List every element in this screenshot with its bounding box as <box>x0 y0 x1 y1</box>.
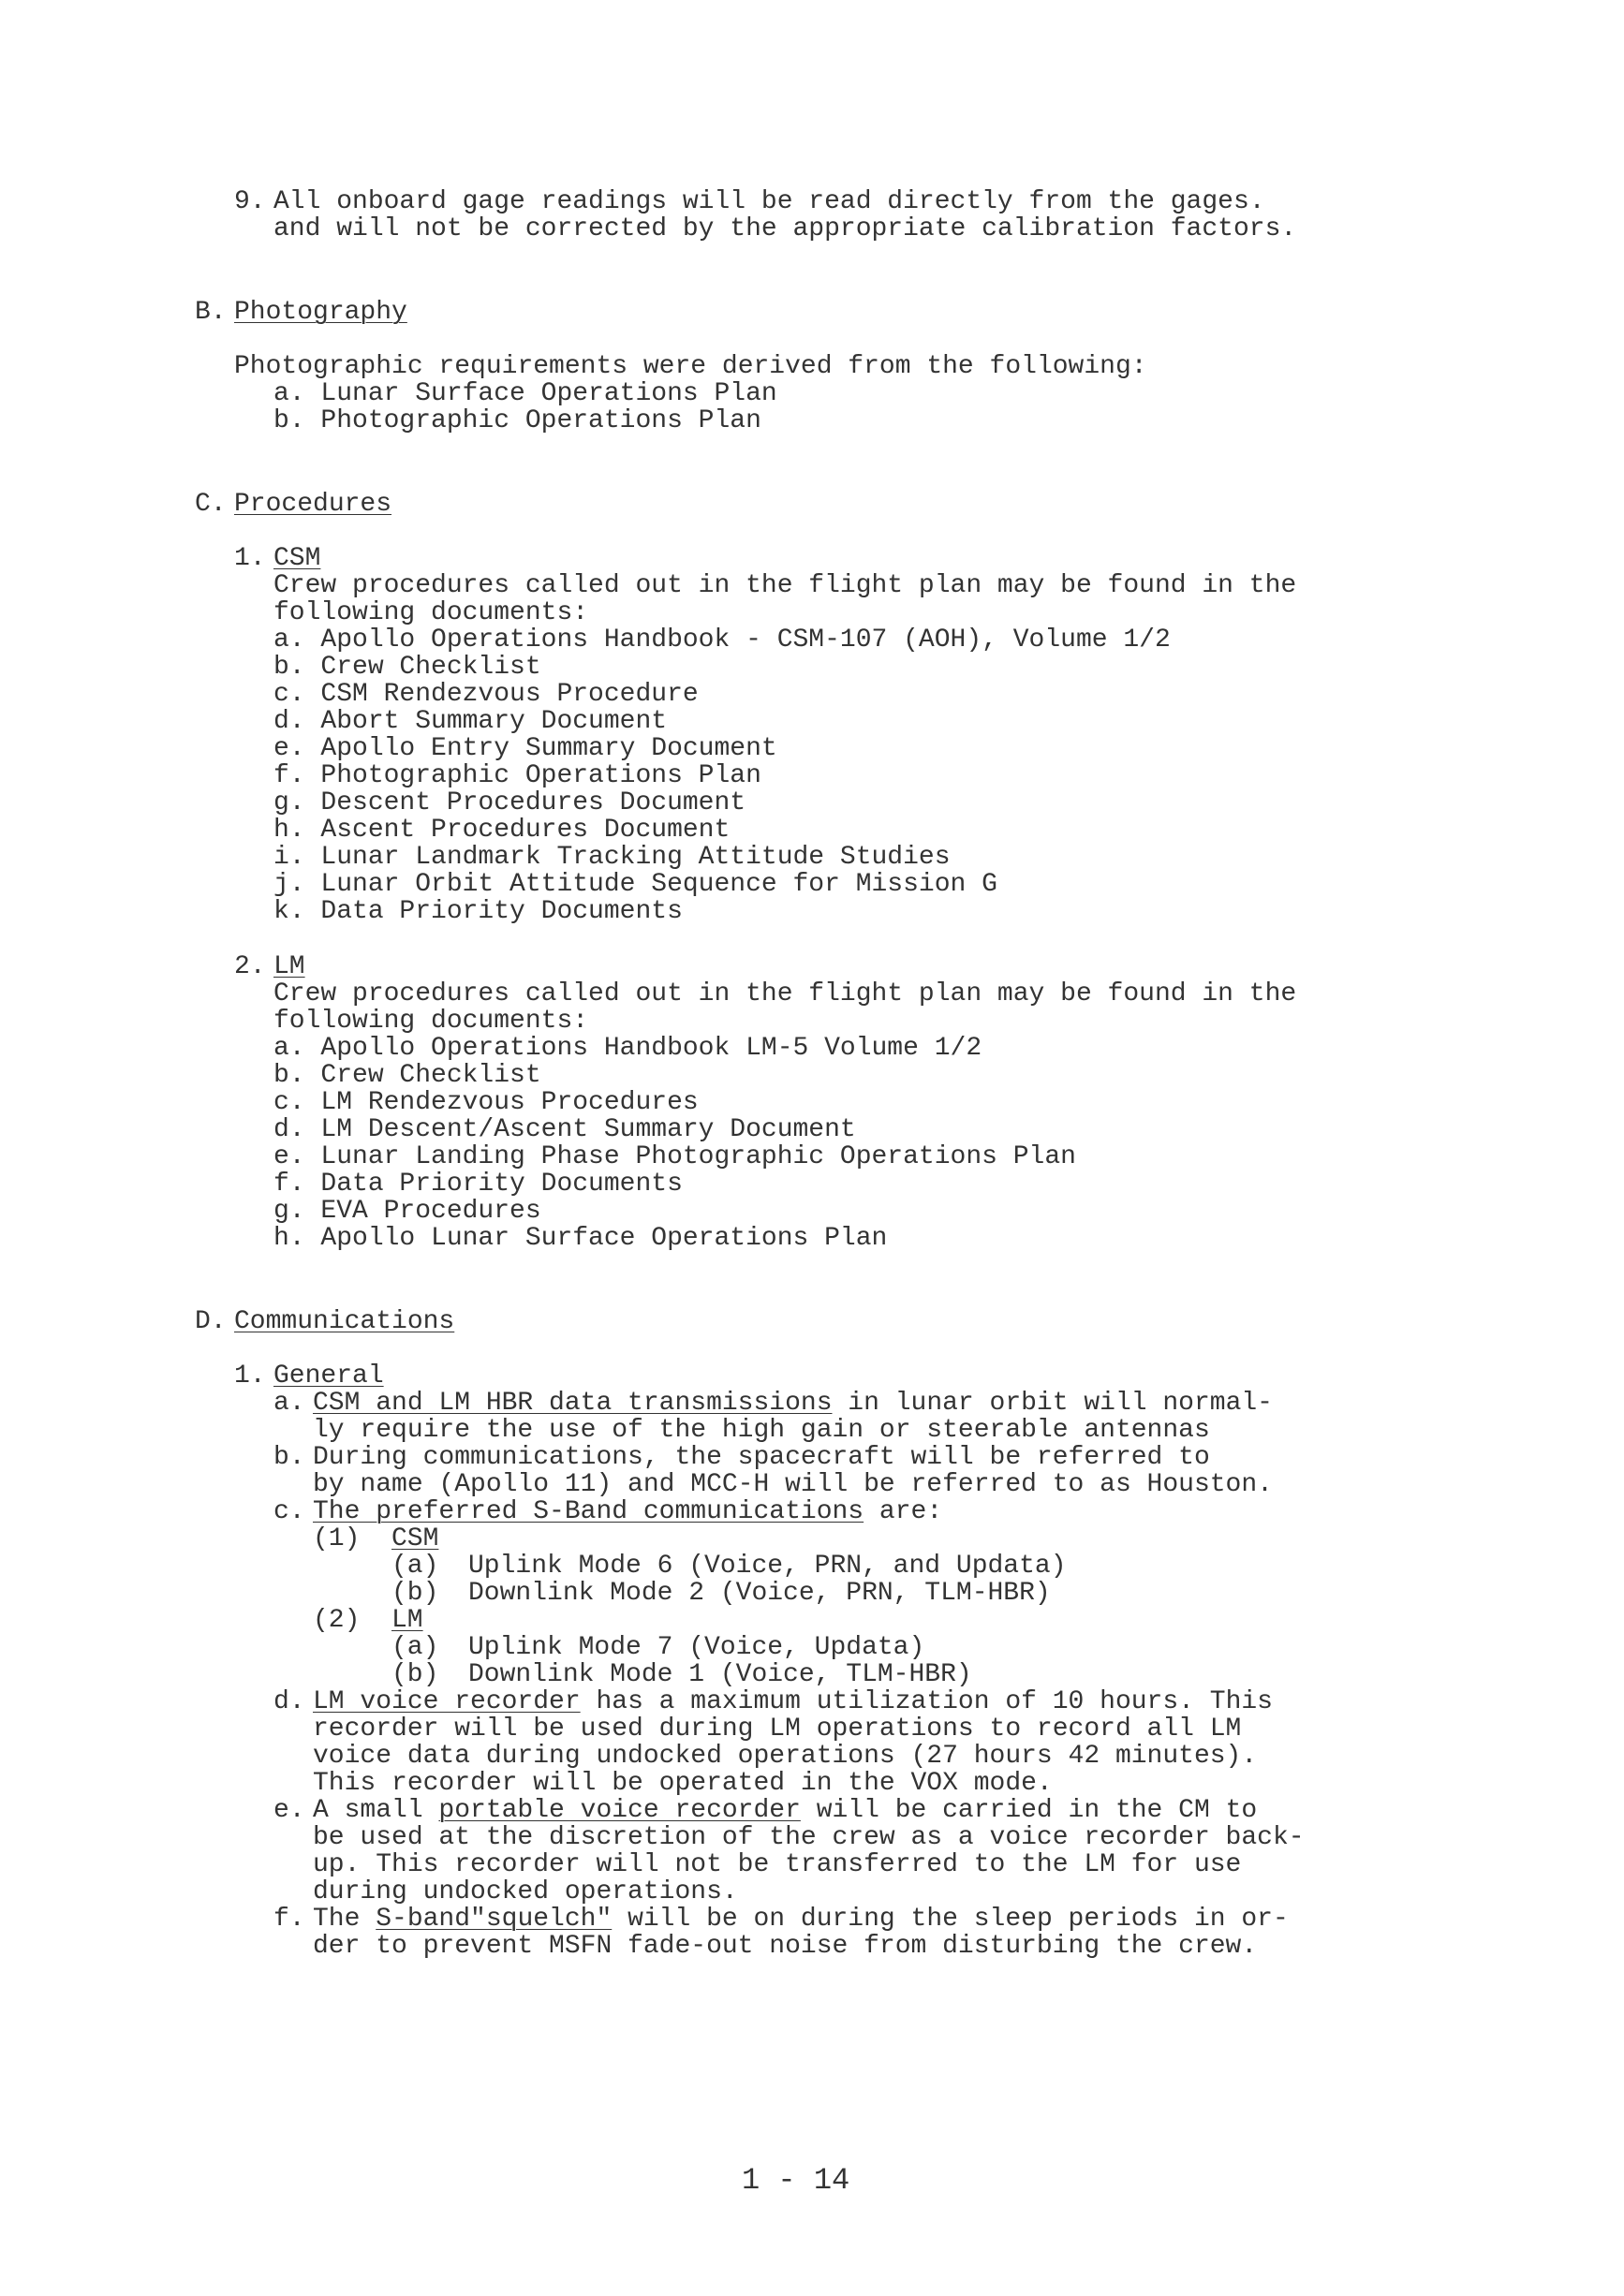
comm-item-e-underlined: portable voice recorder <box>438 1796 801 1825</box>
comm-item-e-pre: A small <box>313 1796 439 1825</box>
item-9-number: 9. <box>234 187 266 216</box>
section-d-letter: D. <box>195 1307 227 1336</box>
comm-item-d-rest: has a maximum utilization of 10 hours. This <box>580 1687 1273 1716</box>
comm-item-e-letter: e. <box>273 1796 305 1825</box>
comm-item-d-line-1 <box>313 1688 1273 1715</box>
comm-item-f-line-1 <box>313 1906 1289 1933</box>
csm-document-item: b. Crew Checklist <box>273 653 541 682</box>
lm-downlink-label: (b) <box>391 1660 439 1689</box>
comm-item-f-rest: will be on during the sleep periods in or- <box>612 1905 1289 1934</box>
section-c-heading: Procedures <box>234 490 392 519</box>
lm-uplink-mode: Uplink Mode 7 (Voice, Updata) <box>468 1633 925 1662</box>
comm-item-d-underlined: LM voice recorder <box>313 1687 581 1716</box>
lm-mode-number: (2) <box>313 1606 361 1635</box>
lm-number: 2. <box>234 952 266 981</box>
comm-item-c-underlined: The preferred S-Band communications <box>313 1497 864 1526</box>
lm-document-item: d. LM Descent/Ascent Summary Document <box>273 1115 856 1144</box>
section-d-heading: Communications <box>234 1307 455 1336</box>
lm-document-item: g. EVA Procedures <box>273 1197 541 1226</box>
csm-document-item: a. Apollo Operations Handbook - CSM-107 (AOH), Volume 1/2 <box>273 626 1171 655</box>
comm-item-f-pre: The <box>313 1905 376 1934</box>
csm-uplink-label: (a) <box>391 1552 439 1581</box>
lm-document-item: a. Apollo Operations Handbook LM-5 Volume 1/2 <box>273 1034 982 1063</box>
csm-mode-number: (1) <box>313 1524 361 1553</box>
csm-document-item: j. Lunar Orbit Attitude Sequence for Mission G <box>273 870 997 899</box>
csm-downlink-mode: Downlink Mode 2 (Voice, PRN, TLM-HBR) <box>468 1579 1051 1608</box>
csm-intro-line-1: Crew procedures called out in the flight plan may be found in the <box>273 571 1297 600</box>
comm-item-d-line-3: voice data during undocked operations (27 hours 42 minutes). <box>313 1742 1258 1771</box>
comm-item-b-letter: b. <box>273 1443 305 1472</box>
section-b-letter: B. <box>195 298 227 327</box>
comm-item-e-line-1 <box>313 1797 1257 1824</box>
general-heading: General <box>273 1361 384 1391</box>
csm-intro-line-2: following documents: <box>273 598 589 627</box>
csm-mode-heading: CSM <box>391 1524 439 1553</box>
csm-downlink-label: (b) <box>391 1579 439 1608</box>
comm-item-a-underlined: CSM and LM HBR data transmissions <box>313 1389 833 1418</box>
lm-heading: LM <box>273 952 305 981</box>
csm-document-item: k. Data Priority Documents <box>273 897 683 926</box>
comm-item-a-line-2: ly require the use of the high gain or steerable antennas <box>313 1416 1210 1445</box>
csm-document-item: c. CSM Rendezvous Procedure <box>273 680 699 709</box>
comm-item-b-line-2: by name (Apollo 11) and MCC-H will be referred to as Houston. <box>313 1470 1273 1499</box>
section-c-letter: C. <box>195 490 227 519</box>
comm-item-c-rest: are: <box>864 1497 943 1526</box>
comm-item-e-rest: will be carried in the CM to <box>800 1796 1258 1825</box>
comm-item-c-line-1 <box>313 1498 942 1525</box>
csm-document-item: i. Lunar Landmark Tracking Attitude Studies <box>273 843 951 872</box>
page-number: 1 - 14 <box>742 2163 850 2198</box>
lm-document-item: e. Lunar Landing Phase Photographic Operations Plan <box>273 1142 1076 1171</box>
comm-item-a-line-1 <box>313 1390 1273 1417</box>
photography-intro: Photographic requirements were derived from the following: <box>234 352 1147 381</box>
comm-item-d-line-2: recorder will be used during LM operations to record all LM <box>313 1715 1242 1744</box>
photography-item: b. Photographic Operations Plan <box>273 406 761 435</box>
csm-document-item: h. Ascent Procedures Document <box>273 816 731 845</box>
csm-heading: CSM <box>273 544 321 573</box>
photography-item: a. Lunar Surface Operations Plan <box>273 379 777 408</box>
csm-document-item: e. Apollo Entry Summary Document <box>273 734 777 763</box>
lm-mode-heading: LM <box>391 1606 423 1635</box>
item-9-line-2: and will not be corrected by the appropriate calibration factors. <box>273 214 1297 243</box>
comm-item-e-line-4: during undocked operations. <box>313 1877 738 1906</box>
lm-document-item: c. LM Rendezvous Procedures <box>273 1088 699 1117</box>
csm-document-item: g. Descent Procedures Document <box>273 788 746 817</box>
lm-intro-line-2: following documents: <box>273 1007 589 1036</box>
csm-number: 1. <box>234 544 266 573</box>
lm-document-item: f. Data Priority Documents <box>273 1170 683 1199</box>
comm-item-a-rest: in lunar orbit will normal- <box>832 1389 1273 1418</box>
comm-item-f-underlined: S-band"squelch" <box>376 1905 613 1934</box>
comm-item-a-letter: a. <box>273 1389 305 1418</box>
comm-item-d-line-4: This recorder will be operated in the VOX mode. <box>313 1769 1053 1798</box>
lm-uplink-label: (a) <box>391 1633 439 1662</box>
section-b-heading: Photography <box>234 298 407 327</box>
lm-downlink-mode: Downlink Mode 1 (Voice, TLM-HBR) <box>468 1660 972 1689</box>
general-number: 1. <box>234 1361 266 1391</box>
item-9-line-1: All onboard gage readings will be read directly from the gages. <box>273 187 1265 216</box>
comm-item-f-letter: f. <box>273 1905 305 1934</box>
comm-item-f-line-2: der to prevent MSFN fade-out noise from disturbing the crew. <box>313 1932 1258 1961</box>
comm-item-c-letter: c. <box>273 1497 305 1526</box>
lm-intro-line-1: Crew procedures called out in the flight plan may be found in the <box>273 979 1297 1008</box>
csm-document-item: d. Abort Summary Document <box>273 707 668 736</box>
comm-item-e-line-2: be used at the discretion of the crew as a voice recorder back- <box>313 1823 1305 1852</box>
comm-item-d-letter: d. <box>273 1687 305 1716</box>
comm-item-b-line-1: During communications, the spacecraft will be referred to <box>313 1443 1210 1472</box>
csm-document-item: f. Photographic Operations Plan <box>273 761 761 790</box>
lm-document-item: h. Apollo Lunar Surface Operations Plan <box>273 1224 888 1253</box>
comm-item-e-line-3: up. This recorder will not be transferred to the LM for use <box>313 1850 1242 1879</box>
csm-uplink-mode: Uplink Mode 6 (Voice, PRN, and Updata) <box>468 1552 1067 1581</box>
lm-document-item: b. Crew Checklist <box>273 1061 541 1090</box>
